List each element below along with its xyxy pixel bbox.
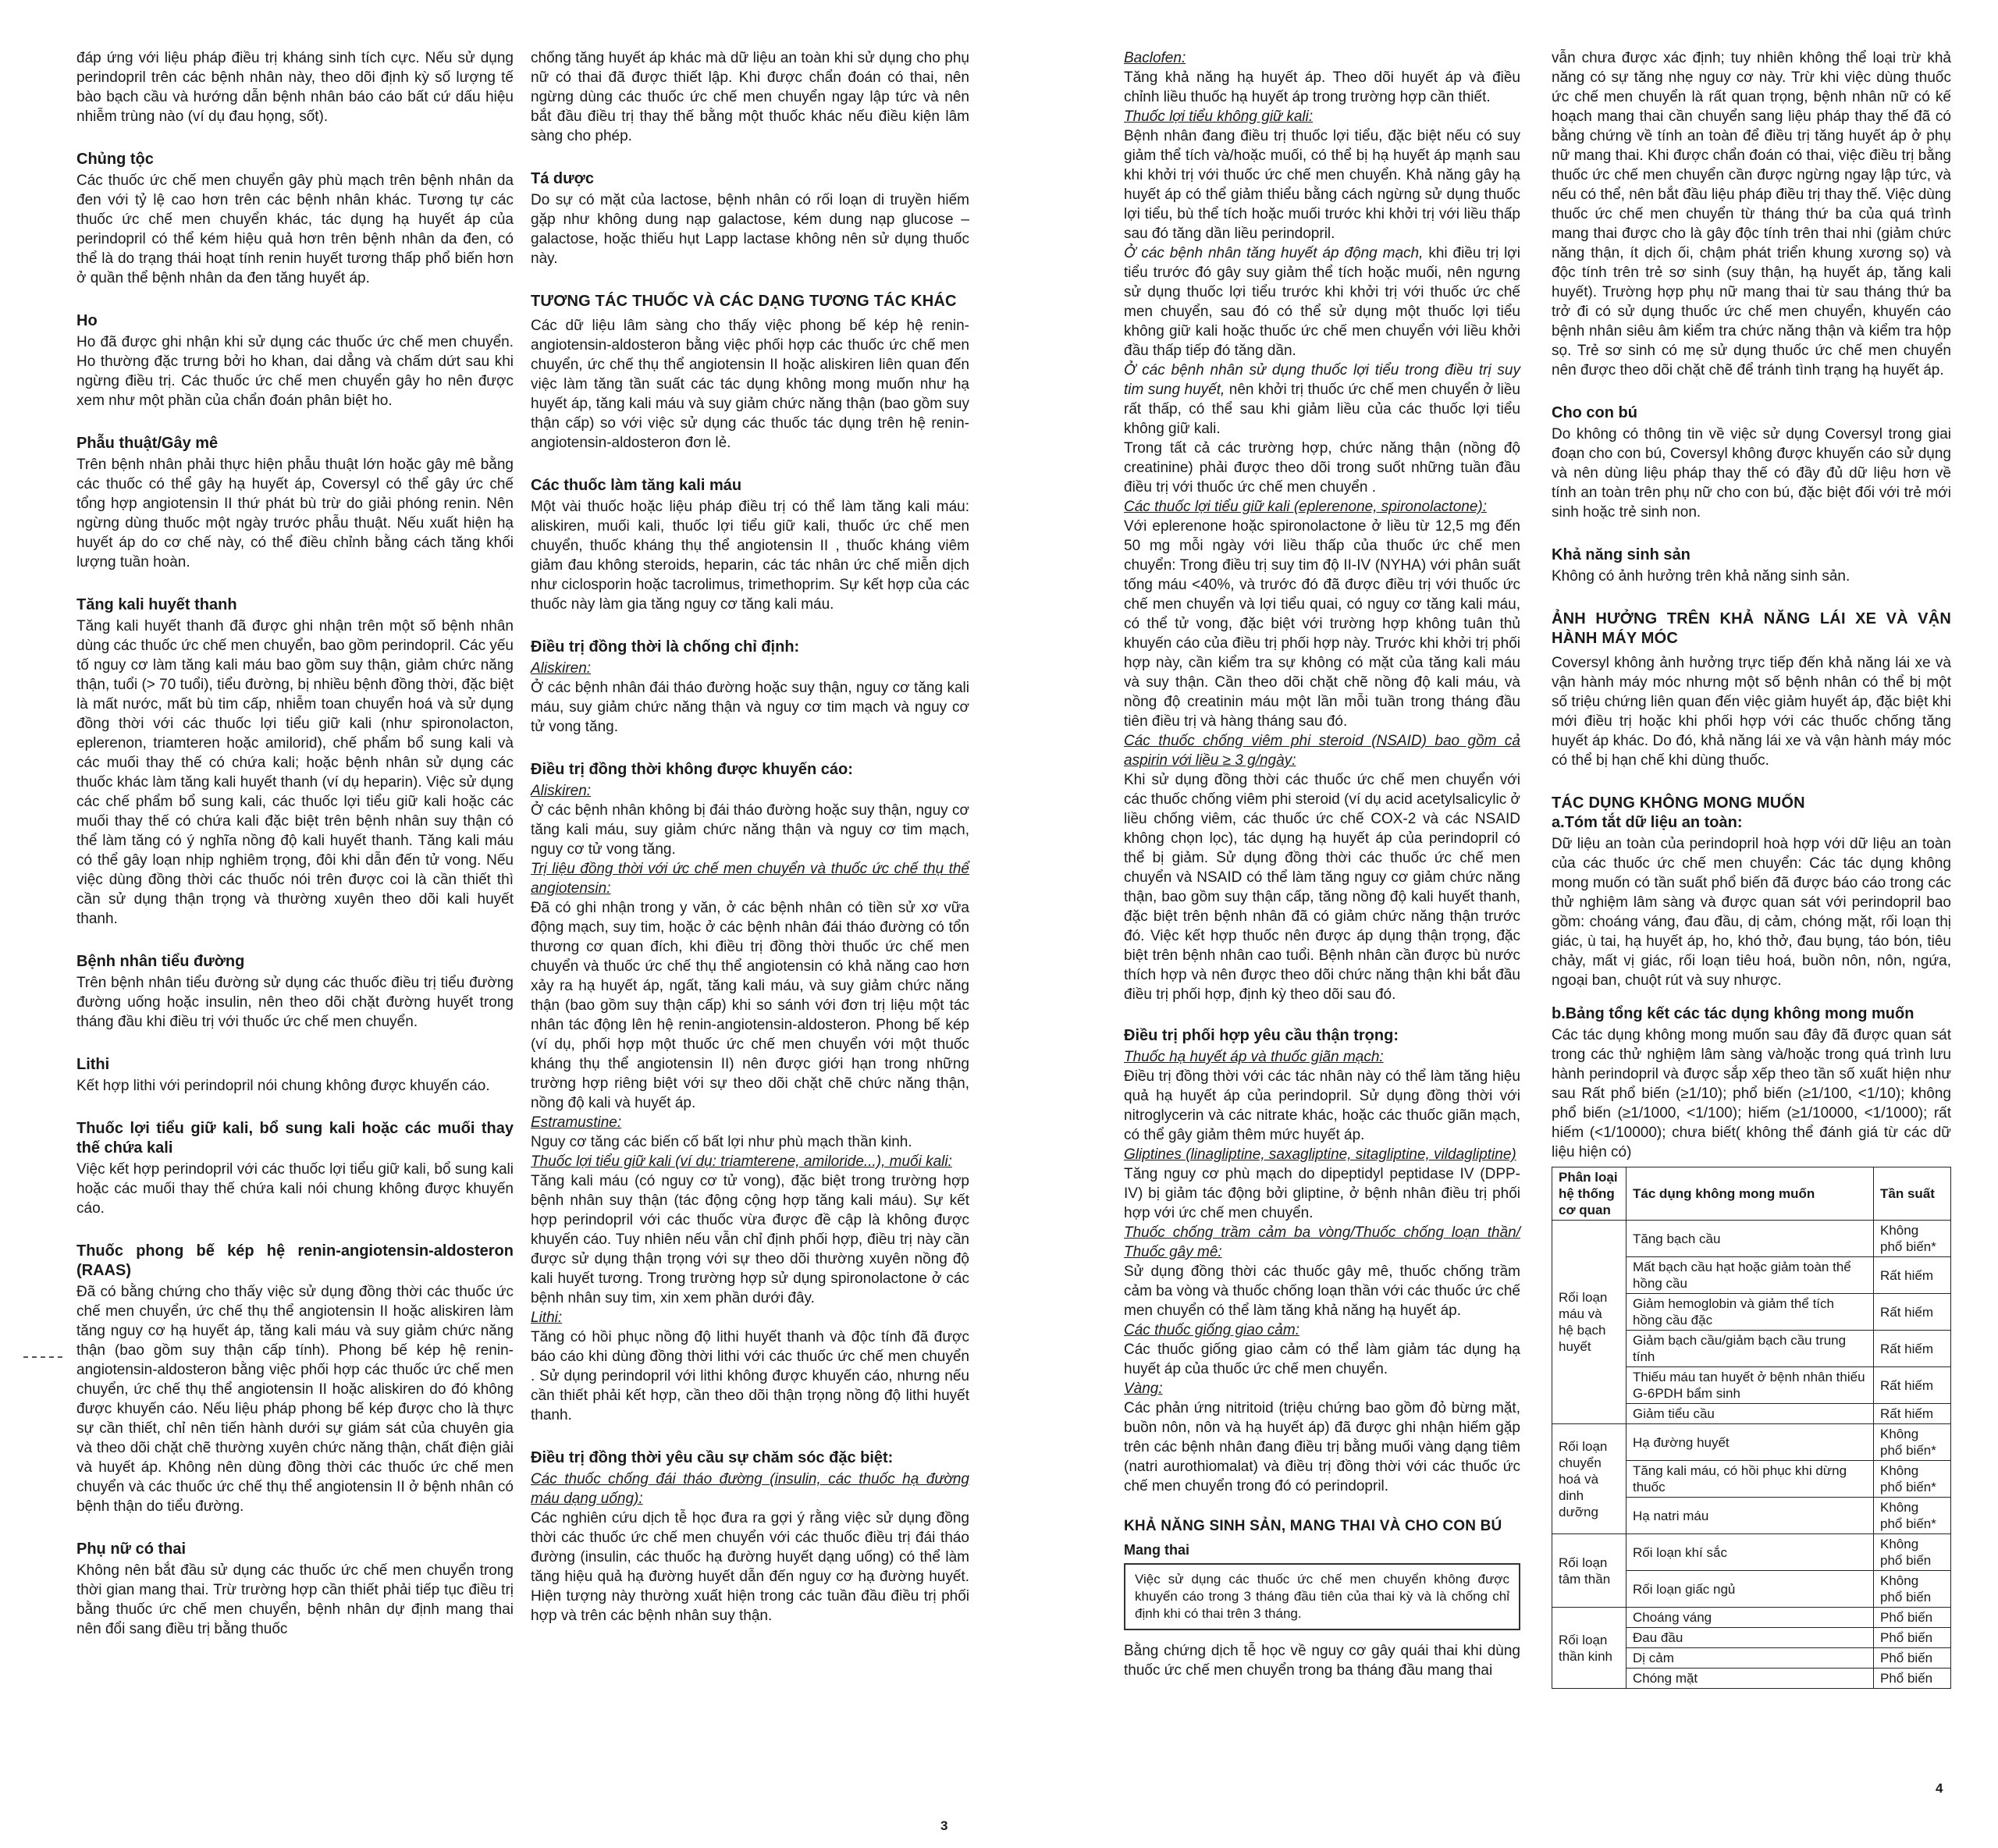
c3-body-6: Tăng nguy cơ phù mạch do dipeptidyl peptidase IV (DPP-IV) bị giảm tác động bởi gliptine, ở bệnh nhân điều trị phối hợp với ức chế men chuyển. [1124, 1166, 1520, 1221]
notrec-body-5: Tăng có hồi phục nồng độ lithi huyết thanh và độc tính đã được báo cáo khi dùng đồng thời lithi với các thuốc ức chế men chuyển . Sử dụng perindopril với lithi không được khuyến cáo, nhưng nếu cần thiết phải kết hợp, cần theo dõi thận trọng nồng độ lithi huyết thanh. [531, 1329, 969, 1423]
contraindicated-body: Ở các bệnh nhân đái tháo đường hoặc suy thận, nguy cơ tăng kali máu, suy giảm chức năng thận và nguy cơ tim mạch và nguy cơ tử vong tăng. [531, 680, 969, 735]
table-cell-frequency: Không phổ biến* [1874, 1461, 1951, 1498]
table-header-effect: Tác dụng không mong muốn [1626, 1167, 1874, 1221]
c3-body-2a: Bệnh nhân đang điều trị thuốc lợi tiểu, đặc biệt nếu có suy giảm thể tích và/hoặc muối, có thể bị hạ huyết áp mạnh sau khi khởi trị với thuốc ức chế men chuyển. Khả năng gây hạ huyết áp có thể giảm thiểu bằng cách ngừng sử dụng thuốc lợi tiểu, bù thể tích hoặc muối trước khi khởi trị với liều thấp sau đó tăng dần liều perindopril. [1124, 128, 1520, 242]
c1-section-body: Việc kết hợp perindopril với các thuốc lợi tiểu giữ kali, bổ sung kali hoặc các muối thay thế chứa kali nói chung không được khuyến cáo. [76, 1161, 514, 1217]
c3-body-8: Các thuốc giống giao cảm có thể làm giảm tác dụng hạ huyết áp của thuốc ức chế men chuyển. [1124, 1342, 1520, 1377]
special-sub-1: Các thuốc chống đái tháo đường (insulin, các thuốc hạ đường máu dạng uống): [531, 1471, 969, 1507]
notrec-sub-4: Thuốc lợi tiểu giữ kali (ví dụ: triamterene, amiloride...), muối kali: [531, 1153, 952, 1170]
pregnancy-sub: Mang thai [1124, 1542, 1189, 1558]
c1-section-title: Ho [76, 312, 98, 329]
margin-mark [23, 1356, 62, 1358]
table-cell-frequency: Rất hiếm [1874, 1331, 1951, 1367]
column-3 [1124, 48, 1520, 1680]
c3-sub-2: Thuốc lợi tiểu không giữ kali: [1124, 108, 1314, 125]
c1-section [76, 311, 514, 410]
notrec-sub-2: Trị liệu đồng thời với ức chế men chuyển và thuốc ức chế thụ thể angiotensin: [531, 861, 969, 897]
table-row [1552, 1608, 1951, 1628]
c1-section-body: Trên bệnh nhân tiểu đường sử dụng các thuốc điều trị tiểu đường đường uống hoặc insulin, nên theo dõi chặt đường huyết trong tháng đầu khi điều trị với thuốc ức chế men chuyển. [76, 975, 514, 1030]
table-cell-frequency: Không phổ biến [1874, 1571, 1951, 1608]
notrec-body-1: Ở các bệnh nhân không bị đái tháo đường hoặc suy thận, nguy cơ tăng kali máu, suy giảm chức năng thận và nguy cơ tim mạch, nguy cơ tử vong tăng. [531, 802, 969, 858]
table-header-row [1552, 1167, 1951, 1221]
fertility-title: Khả năng sinh sản [1552, 546, 1690, 563]
c1-section-title: Phẫu thuật/Gây mê [76, 435, 219, 452]
contraindicated-title: Điều trị đồng thời là chống chỉ định: [531, 638, 800, 656]
pregnancy-note-box: Việc sử dụng các thuốc ức chế men chuyển không được khuyến cáo trong 3 tháng đầu tiên của thai kỳ và là chống chỉ định khi có thai trên 3 tháng. [1124, 1563, 1520, 1630]
column-4 [1552, 48, 1951, 1689]
c3-sub-7: Thuốc chống trầm cảm ba vòng/Thuốc chống loạn thần/ Thuốc gây mê: [1124, 1224, 1520, 1260]
c1-section-body: đáp ứng với liệu pháp điều trị kháng sinh tích cực. Nếu sử dụng perindopril trên các bệnh nhân này, theo dõi định kỳ số lượng tế bào bạch cầu và hướng dẫn bệnh nhân báo cáo bất cứ dấu hiệu nhiễm trùng nào (ví dụ đau họng, sốt). [76, 50, 514, 125]
c1-section-body: Kết hợp lithi với perindopril nói chung không được khuyến cáo. [76, 1078, 490, 1094]
driving-heading: ẢNH HƯỞNG TRÊN KHẢ NĂNG LÁI XE VÀ VẬN HÀNH MÁY MÓC [1552, 610, 1951, 647]
page-number-3: 3 [940, 1818, 948, 1833]
interaction-heading: TƯƠNG TÁC THUỐC VÀ CÁC DẠNG TƯƠNG TÁC KHÁC [531, 293, 957, 310]
table-row [1552, 1424, 1951, 1461]
table-cell-effect: Đau đầu [1626, 1628, 1874, 1648]
table-cell-effect: Rối loạn giấc ngủ [1626, 1571, 1874, 1608]
ae-b-body: Các tác dụng không mong muốn sau đây đã được quan sát trong các thử nghiệm lâm sàng và/hoặc trong quá trình lưu hành perindopril và được sắp xếp theo tần số xuất hiện như sau Rất phổ biến (≥1/10); phổ biến (≥1/100, <1/10); không phổ biến (≥1/1000, <1/100); hiếm (≥1/10000, <1/1000); rất hiếm (<1/10000); chưa biết( không thể đánh giá từ các dữ liệu hiện có) [1552, 1027, 1951, 1160]
table-cell-frequency: Rất hiếm [1874, 1257, 1951, 1294]
c3-body-2c [1124, 361, 1520, 439]
table-cell-effect: Giảm tiểu cầu [1626, 1404, 1874, 1424]
hyperkalemia-body: Một vài thuốc hoặc liệu pháp điều trị có thể làm tăng kali máu: aliskiren, muối kali, thuốc lợi tiểu giữ kali, thuốc ức chế men chuyển, thuốc kháng thụ thể angiotensin II , thuốc kháng viêm giảm đau không steroids, heparin, các tác nhân ức chế miễn dịch như ciclosporin hoặc tacrolimus, trimethoprim. Sự kết hợp của các thuốc này làm gia tăng nguy cơ tăng kali máu. [531, 499, 969, 613]
table-cell-effect: Giảm bạch cầu/giảm bạch cầu trung tính [1626, 1331, 1874, 1367]
column-2 [531, 48, 969, 1649]
table-cell-frequency: Rất hiếm [1874, 1294, 1951, 1331]
c3-body-5: Điều trị đồng thời với các tác nhân này có thể làm tăng hiệu quả hạ huyết áp của perindopril. Sử dụng đồng thời với nitroglycerin và các nitrate khác, hoặc các thuốc giãn mạch, có thể gây giảm thêm mức huyết áp. [1124, 1068, 1520, 1143]
c1-section [76, 952, 514, 1032]
c3-body-9: Các phản ứng nitritoid (triệu chứng bao gồm đỏ bừng mặt, buồn nôn, nôn và hạ huyết áp) đã được ghi nhận hiếm gặp trên các bệnh nhân đang điều trị bằng muối vàng dạng tiêm (natri aurothiomalat) và điều trị đồng thời với các thuốc ức chế men chuyển trong đó có perindopril. [1124, 1400, 1520, 1494]
c3-body-2b-text: khi điều trị lợi tiểu trước đó gây suy giảm thể tích hoặc muối, nên ngưng sử dụng thuốc lợi tiểu trước khi khởi trị với thuốc ức chế men chuyển, sau đó có thể sử dụng một thuốc lợi tiểu không giữ kali hoặc thuốc ức chế men chuyển với liều khởi đầu thấp tiếp đó tăng dần. [1124, 245, 1520, 359]
c3-sub-1: Baclofen: [1124, 50, 1186, 66]
table-cell-effect: Giảm hemoglobin và giảm thể tích hồng cầu đặc [1626, 1294, 1874, 1331]
ae-a-body: Dữ liệu an toàn của perindopril hoà hợp với dữ liệu an toàn của các thuốc ức chế men chuyển: Các tác dụng không mong muốn có tần suất phổ biến đã được báo cáo trong các thử nghiệm lâm sàng và được quan sát với perindopril bao gồm: choáng váng, đau đầu, dị cảm, chóng mặt, rối loạn thị giác, ù tai, hạ huyết áp, ho, khó thở, đau bụng, táo bón, tiêu chảy, mất vị giác, rối loạn tiêu hoá, buồn nôn, nôn, ngứa, ngoại ban, chuột rút và suy nhược. [1552, 836, 1951, 989]
table-cell-frequency: Không phổ biến* [1874, 1424, 1951, 1461]
notrec-body-2: Đã có ghi nhận trong y văn, ở các bệnh nhân có tiền sử xơ vữa động mạch, suy tim, hoặc ở các bệnh nhân đái tháo đường có tổn thương cơ quan đích, khi điều trị đồng thời thuốc ức chế men chuyển và thuốc ức chế thụ thể angiotensin có khả năng cao hơn xảy ra hạ huyết áp, ngất, tăng kali máu, và suy giảm chức năng thận (bao gồm suy thận cấp) khi so sánh với đơn trị liệu một tác nhân tác động lên hệ renin-angiotensin-aldosteron. Phong bế kép (ví dụ, phối hợp một thuốc ức chế men chuyển với một thuốc kháng thụ thể angiotensin II) nên được giới hạn trong những trường hợp riêng biệt với sự theo dõi chặt chẽ chức năng thận, nồng độ kali và huyết áp. [531, 900, 969, 1111]
table-cell-soc: Rối loạn tâm thần [1552, 1534, 1626, 1608]
table-cell-soc: Rối loạn thần kinh [1552, 1608, 1626, 1689]
ae-heading: TÁC DỤNG KHÔNG MONG MUỐN [1552, 794, 1805, 812]
c1-section-body: Đã có bằng chứng cho thấy việc sử dụng đồng thời các thuốc ức chế men chuyển, ức chế thụ thể angiotensin II hoặc aliskiren làm tăng nguy cơ hạ huyết áp, tăng kali máu và suy giảm chức năng thận (bao gồm suy thận cấp tính). Phong bế kép hệ renin-angiotensin-aldosteron bằng việc phối hợp các thuốc ức chế men chuyển, ức chế thụ thể angiotensin II hoặc aliskiren do đó không được khuyến cáo. Nếu liệu pháp phong bế kép được cho là thực sự cần thiết, chỉ nên tiến hành dưới sự giám sát của chuyên gia và theo dõi chặt chẽ thường xuyên chức năng thận, chất điện giải và huyết áp. Không nên dùng đồng thời các thuốc ức chế men chuyển và các thuốc ức chế thụ thể angiotensin II ở bệnh nhân có bệnh thận do tiểu đường. [76, 1284, 514, 1515]
c1-section-body: Tăng kali huyết thanh đã được ghi nhận trên một số bệnh nhân dùng các thuốc ức chế men chuyển, bao gồm perindopril. Các yếu tố nguy cơ làm tăng kali máu bao gồm suy thận, giảm chức năng thận, tuổi (> 70 tuổi), tiểu đường, bị nhiều bệnh đồng thời, đặc biệt là mất nước, mất bù tim cấp, nhiễm toan chuyển hoá và sử dụng đồng thời với các thuốc lợi tiểu giữ kali (như spironolacton, eplerenon, triamteren hoặc amilorid), chế phẩm bổ sung kali và các muối thay thế có chứa kali; hoặc bệnh nhân sử dụng các thuốc khác làm tăng kali huyết thanh (ví dụ heparin). Việc sử dụng các chế phẩm bổ sung kali, các thuốc lợi tiểu giữ kali hoặc các muối thay thế có chứa kali đặc biệt trên bệnh nhân suy thận có thể làm tăng có ý nghĩa nồng độ kali huyết thanh. Tăng kali máu có thể gây loạn nhịp nghiêm trọng, đôi khi dẫn đến tử vong. Nếu việc dùng đồng thời các thuốc nói trên được coi là cần thiết thì cần sử dụng thận trọng và thường xuyên theo dõi kali huyết thanh. [76, 618, 514, 927]
c3-sub-9: Vàng: [1124, 1381, 1163, 1397]
c1-section [76, 434, 514, 572]
notrec-sub-5: Lithi: [531, 1310, 563, 1326]
lactation-body: Do không có thông tin về việc sử dụng Coversyl trong giai đoạn cho con bú, Coversyl không được khuyến cáo sử dụng và nên dùng liệu pháp thay thế có đầy đủ dữ liệu hơn về tính an toàn trên phụ nữ cho con bú, đặc biệt đối với trẻ mới sinh hoặc trẻ sinh non. [1552, 426, 1951, 521]
fertility-body: Không có ảnh hưởng trên khả năng sinh sản. [1552, 568, 1850, 585]
c1-section [76, 1119, 514, 1218]
table-cell-effect: Choáng váng [1626, 1608, 1874, 1628]
adverse-effects-table [1552, 1167, 1951, 1689]
c3-sub-6: Gliptines (linagliptine, saxagliptine, sitagliptine, vildagliptine) [1124, 1146, 1516, 1163]
notrec-body-4: Tăng kali máu (có nguy cơ tử vong), đặc biệt trong trường hợp bệnh nhân suy thận (tác động cộng hợp tăng kali máu). Sự kết hợp perindopril với các thuốc vừa được đề cập là không được khuyến cáo. Tuy nhiên nếu vẫn chỉ định phối hợp, điều trị này cần được sử dụng thận trọng với sự theo dõi thường xuyên nồng độ kali huyết tương. Trong trường hợp sử dụng spironolactone ở các bệnh nhân suy tim, xin xem phần dưới đây. [531, 1173, 969, 1306]
hyperkalemia-title: Các thuốc làm tăng kali máu [531, 477, 742, 494]
page-number-4: 4 [1936, 1781, 1943, 1796]
table-cell-effect: Mất bạch cầu hạt hoặc giảm toàn thể hồng cầu [1626, 1257, 1874, 1294]
c1-section-title: Phụ nữ có thai [76, 1541, 187, 1558]
lactation-title: Cho con bú [1552, 404, 1637, 421]
c1-section-title: Thuốc lợi tiểu giữ kali, bổ sung kali hoặc các muối thay thế chứa kali [76, 1120, 514, 1157]
pregnancy-body: Bằng chứng dịch tễ học về nguy cơ gây quái thai khi dùng thuốc ức chế men chuyển trong ba tháng đầu mang thai [1124, 1643, 1520, 1679]
c3-sub-5: Thuốc hạ huyết áp và thuốc giãn mạch: [1124, 1049, 1384, 1065]
c1-section-title: Chủng tộc [76, 151, 154, 168]
table-header-soc: Phân loại hệ thống cơ quan [1552, 1167, 1626, 1221]
c3-body-4: Khi sử dụng đồng thời các thuốc ức chế men chuyển với các thuốc chống viêm phi steroid (ví dụ acid acetylsalicylic ở liều chống viêm, các thuốc ức chế COX-2 và các NSAID không chọn lọc), tác dụng hạ huyết áp của perindopril có thể bị giảm. Sử dụng đồng thời các thuốc ức chế men chuyển và NSAID có thể làm tăng nguy cơ giảm chức năng thận, bao gồm suy thận cấp, tăng nồng độ kali huyết thanh, đặc biệt trên bệnh nhân đã có giảm chức năng thận trước đó. Việc kết hợp thuốc nên được áp dụng thận trọng, đặc biệt trên bệnh nhân cao tuổi. Bệnh nhân cần được bù nước thích hợp và nên được theo dõi chức năng thận khi bắt đầu điều trị phối hợp, định kỳ theo dõi sau đó. [1124, 772, 1520, 1003]
driving-body: Coversyl không ảnh hưởng trực tiếp đến khả năng lái xe và vận hành máy móc nhưng một số bệnh nhân có thể bị một số triệu chứng liên quan đến việc giảm huyết áp, đặc biệt khi mới điều trị hoặc khi phối hợp với các thuốc chống tăng huyết áp khác. Do đó, khả năng lái xe và vận hành máy móc có thể bị hạn chế khi dùng thuốc. [1552, 655, 1951, 769]
table-cell-frequency: Không phổ biến [1874, 1534, 1951, 1571]
c1-section [76, 1242, 514, 1516]
table-cell-effect: Chóng mặt [1626, 1669, 1874, 1689]
table-cell-effect: Tăng kali máu, có hồi phục khi dừng thuốc [1626, 1461, 1874, 1498]
c3-sub-4: Các thuốc chống viêm phi steroid (NSAID) bao gồm cả aspirin với liều ≥ 3 g/ngày: [1124, 733, 1520, 769]
table-cell-effect: Rối loạn khí sắc [1626, 1534, 1874, 1571]
c3-body-2d: Trong tất cả các trường hợp, chức năng thận (nồng độ creatinine) phải được theo dõi trong suốt những tuần đầu điều trị với thuốc ức chế men chuyển . [1124, 440, 1520, 496]
c4-intro: vẫn chưa được xác định; tuy nhiên không thể loại trừ khả năng có sự tăng nhẹ nguy cơ này. Trừ khi việc dùng thuốc ức chế men chuyển là rất quan trọng, bệnh nhân nữ có kế hoạch mang thai cần chuyển sang liệu pháp thay thế đã có bằng chứng về tính an toàn để điều trị tăng huyết áp ở phụ nữ mang thai. Khi được chẩn đoán có thai, việc điều trị bằng thuốc ức chế men chuyển cần được ngừng ngay lập tức, và nếu có thể, nên bắt đầu liệu pháp điều trị thay thế. Việc dùng thuốc ức chế men chuyển từ tháng thứ ba của quá trình mang thai được cho là gây độc tính trên thai nhi (giảm chức năng thận, ít dịch ối, chậm phát triển khung xương sọ) và độc tính trên trẻ sơ sinh (suy thận, hạ huyết áp, tăng kali huyết). Trường hợp phụ nữ mang thai từ sau tháng thứ ba trở đi có sử dụng thuốc ức chế men chuyển, khuyến cáo bệnh nhân siêu âm kiểm tra chức năng thận và kiểm tra hộp sọ. Trẻ sơ sinh có mẹ sử dụng thuốc ức chế men chuyển nên được theo dõi chặt chẽ để tránh tình trạng hạ huyết áp. [1552, 50, 1951, 378]
special-body-1: Các nghiên cứu dịch tễ học đưa ra gợi ý rằng việc sử dụng đồng thời các thuốc ức chế men chuyển với các thuốc điều trị đái tháo đường (insulin, các thuốc hạ đường huyết dạng uống) có thể làm tăng hiệu quả hạ đường huyết dẫn đến nguy cơ hạ đường huyết. Hiện tượng này thường xuất hiện trong các tuần đầu điều trị phối hợp và trên các bệnh nhân suy thận. [531, 1510, 969, 1624]
table-cell-effect: Dị cảm [1626, 1648, 1874, 1669]
table-cell-frequency: Không phổ biến* [1874, 1498, 1951, 1534]
table-header-frequency: Tần suất [1874, 1167, 1951, 1221]
notrec-sub-1: Aliskiren: [531, 783, 592, 799]
table-cell-frequency: Không phổ biến* [1874, 1221, 1951, 1257]
table-cell-frequency: Phổ biến [1874, 1648, 1951, 1669]
ae-a-title: a.Tóm tắt dữ liệu an toàn: [1552, 814, 1743, 831]
c3-body-7: Sử dụng đồng thời các thuốc gây mê, thuốc chống trầm cảm ba vòng và thuốc chống loạn thần với các thuốc ức chế men chuyển có thể làm tăng khả năng hạ huyết áp. [1124, 1263, 1520, 1319]
caution-title: Điều trị phối hợp yêu cầu thận trọng: [1124, 1027, 1399, 1044]
special-care-title: Điều trị đồng thời yêu cầu sự chăm sóc đặc biệt: [531, 1449, 894, 1466]
ae-b-title: b.Bảng tổng kết các tác dụng không mong muốn [1552, 1005, 1914, 1022]
table-cell-effect: Hạ đường huyết [1626, 1424, 1874, 1461]
contraindicated-sub: Aliskiren: [531, 660, 592, 677]
c3-body-2c-italic: Ở các bệnh nhân sử dụng thuốc lợi tiểu trong điều trị suy tim sung huyết, [1124, 362, 1520, 398]
notrec-body-3: Nguy cơ tăng các biến cố bất lợi như phù mạch thần kinh. [531, 1134, 912, 1150]
c1-section [76, 1540, 514, 1639]
c3-body-2b [1124, 243, 1520, 361]
interaction-body: Các dữ liệu lâm sàng cho thấy việc phong bế kép hệ renin-angiotensin-aldosteron bằng việc phối hợp các thuốc ức chế men chuyển, ức chế thụ thể angiotensin II hoặc aliskiren liên quan đến việc làm tăng tần suất các tác dụng không mong muốn như hạ huyết áp, tăng kali máu và suy giảm chức năng thận (bao gồm suy thận cấp) so với việc sử dụng các thuốc tác dụng trên hệ renin-angiotensin-aldosteron đơn lẻ. [531, 318, 969, 451]
c1-section-title: Lithi [76, 1056, 110, 1073]
table-row [1552, 1534, 1951, 1571]
c1-section-body: Không nên bắt đầu sử dụng các thuốc ức chế men chuyển trong thời gian mang thai. Trừ trường hợp cần thiết phải tiếp tục điều trị bằng thuốc ức chế men chuyển, bệnh nhân dự định mang thai nên đổi sang điều trị bằng thuốc [76, 1562, 514, 1637]
c1-section-body: Ho đã được ghi nhận khi sử dụng các thuốc ức chế men chuyển. Ho thường đặc trưng bởi ho khan, dai dẳng và chấm dứt sau khi ngừng điều trị. Các thuốc ức chế men chuyển gây ho nên được xem như một phần của chẩn đoán phân biệt ho. [76, 334, 514, 409]
table-cell-soc: Rối loạn máu và hệ bạch huyết [1552, 1221, 1626, 1424]
c1-section-body: Trên bệnh nhân phải thực hiện phẫu thuật lớn hoặc gây mê bằng các thuốc có thể gây hạ huyết áp, Coversyl có thể gây ức chế tổng hợp angiotensin II thứ phát bù trừ do giải phóng renin. Nên ngừng dùng thuốc một ngày trước phẫu thuật. Nếu xuất hiện hạ huyết áp do cơ chế này, có thể điều chỉnh bằng cách tăng khối lượng tuần hoàn. [76, 457, 514, 570]
c3-sub-8: Các thuốc giống giao cảm: [1124, 1322, 1299, 1338]
excipient-body: Do sự có mặt của lactose, bệnh nhân có rối loạn di truyền hiếm gặp như không dung nạp galactose, kém dung nạp glucose – galactose, hoặc thiếu hụt Lapp lactase không nên sử dụng thuốc này. [531, 192, 969, 267]
table-cell-effect: Thiếu máu tan huyết ở bệnh nhân thiếu G-6PDH bẩm sinh [1626, 1367, 1874, 1404]
c1-section [76, 48, 514, 126]
notrec-sub-3: Estramustine: [531, 1114, 622, 1131]
c3-body-2c-text: nên khởi trị thuốc ức chế men chuyển ở liều rất thấp, có thể sau khi giảm liều của các thuốc lợi tiểu không giữ kali. [1124, 382, 1520, 437]
table-cell-effect: Hạ natri máu [1626, 1498, 1874, 1534]
c1-section-title: Tăng kali huyết thanh [76, 596, 237, 613]
table-cell-soc: Rối loạn chuyển hoá và dinh dưỡng [1552, 1424, 1626, 1534]
table-cell-frequency: Rất hiếm [1874, 1404, 1951, 1424]
pregnancy-heading: KHẢ NĂNG SINH SẢN, MANG THAI VÀ CHO CON BÚ [1124, 1518, 1502, 1534]
table-row [1552, 1221, 1951, 1257]
c3-body-3: Với eplerenone hoặc spironolactone ở liều từ 12,5 mg đến 50 mg mỗi ngày với liều thấp của thuốc ức chế men chuyển: Trong điều trị suy tim độ II-IV (NYHA) với phân suất tống máu <40%, và trước đó đã được điều trị với thuốc ức chế men chuyển và lợi tiểu quai, có nguy cơ tăng kali máu, có thể tử vong, đặc biệt với trường hợp không tuân thủ khuyến cáo của điều trị phối hợp này. Trước khi khởi trị phối hợp này, cần kiểm tra sự không có mặt của tăng kali máu và suy thận. Cần theo dõi chặt chẽ nồng độ kali máu, và nồng độ creatinin máu một lần mỗi tuần trong tháng đầu tiên điều trị và hàng tháng sau đó. [1124, 518, 1520, 730]
table-cell-frequency: Phổ biến [1874, 1669, 1951, 1689]
c3-body-1: Tăng khả năng hạ huyết áp. Theo dõi huyết áp và điều chỉnh liều thuốc hạ huyết áp trong trường hợp cần thiết. [1124, 69, 1520, 105]
table-cell-frequency: Phổ biến [1874, 1628, 1951, 1648]
excipient-title: Tá dược [531, 170, 594, 187]
not-recommended-title: Điều trị đồng thời không được khuyến cáo: [531, 761, 853, 778]
c3-sub-3: Các thuốc lợi tiểu giữ kali (eplerenone, spironolactone): [1124, 499, 1487, 515]
c1-section [76, 1055, 514, 1096]
c1-section [76, 595, 514, 929]
c1-section [76, 150, 514, 288]
c3-body-2b-italic: Ở các bệnh nhân tăng huyết áp động mạch, [1124, 245, 1424, 261]
table-cell-frequency: Phổ biến [1874, 1608, 1951, 1628]
c1-section-title: Bệnh nhân tiểu đường [76, 953, 245, 970]
table-cell-effect: Tăng bạch cầu [1626, 1221, 1874, 1257]
col2-intro: chống tăng huyết áp khác mà dữ liệu an toàn khi sử dụng cho phụ nữ có thai đã được thiết lập. Khi được chẩn đoán có thai, nên ngừng dùng các thuốc ức chế men chuyển ngay lập tức và nên bắt đầu điều trị thay thế bằng một thuốc khác nếu điều kiện lâm sàng cho phép. [531, 50, 969, 144]
table-cell-frequency: Rất hiếm [1874, 1367, 1951, 1404]
c1-section-body: Các thuốc ức chế men chuyển gây phù mạch trên bệnh nhân da đen với tỷ lệ cao hơn trên các bệnh nhân khác. Tương tự các thuốc ức chế men chuyển khác, tác dụng hạ huyết áp của perindopril có thể kém hiệu quả hơn trên bệnh nhân da đen, có thể là do trạng thái hoạt tính renin huyết tương thấp phổ biến hơn ở quần thể bệnh nhân da đen tăng huyết áp. [76, 172, 514, 286]
c1-section-title: Thuốc phong bế kép hệ renin-angiotensin-aldosteron (RAAS) [76, 1242, 514, 1279]
column-1 [76, 48, 514, 1662]
